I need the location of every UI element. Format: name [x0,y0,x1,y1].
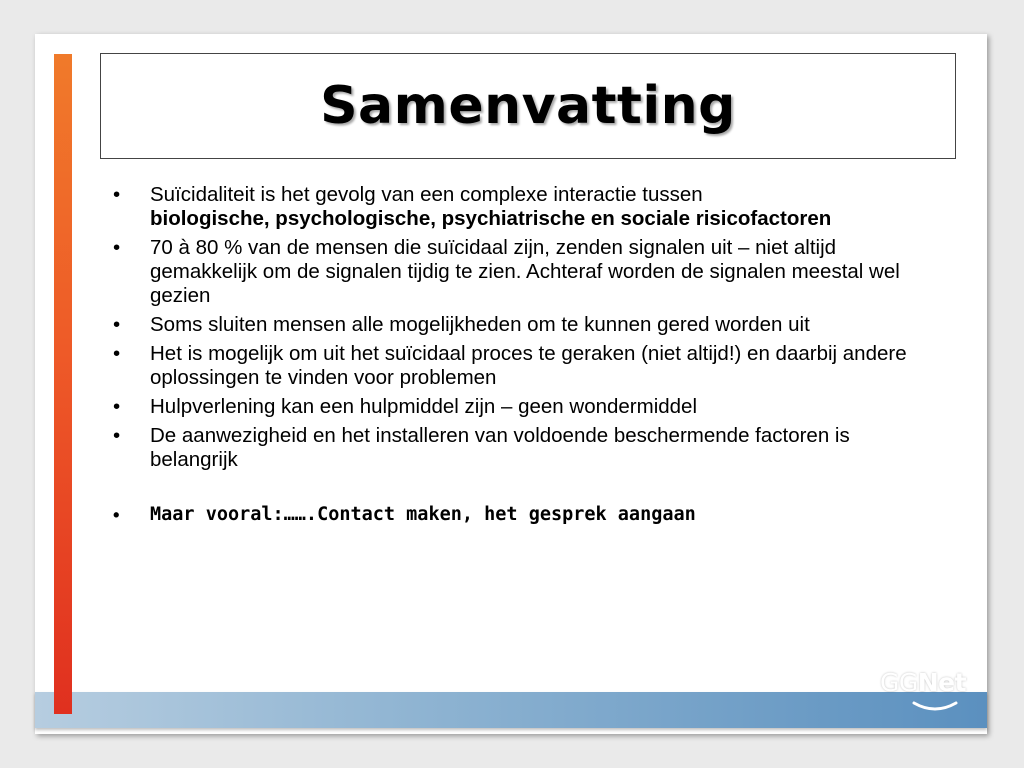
logo-part-net: Net [917,668,967,697]
bullet-text: De aanwezigheid en het installeren van voldoende beschermende factoren is belangrijk [150,424,850,471]
bullet-marker: • [113,183,121,206]
slide-title: Samenvatting [320,76,736,136]
bullet-item-5 [110,395,940,419]
bullet-marker: • [113,424,121,447]
bullet-item-4 [110,342,940,390]
bullet-item-3 [110,313,940,337]
bullet-item-2 [110,236,940,308]
bullet-text: 70 à 80 % van de mensen die suïcidaal zijn, zenden signalen uit – niet altijd gemakkelijk om de signalen tijdig te zien. Achteraf worden de signalen meestal wel gezien [150,236,900,307]
bullet-text: Suïcidaliteit is het gevolg van een complexe interactie tussen [150,183,703,206]
slide-content [110,183,940,527]
bullet-marker: • [113,313,121,336]
bullet-text: Hulpverlening kan een hulpmiddel zijn – geen wondermiddel [150,395,698,418]
ggnet-logo [880,668,975,720]
bullet-marker: • [113,395,121,418]
accent-orange-bar [54,54,72,714]
bullet-list [110,183,940,472]
bullet-marker: • [113,236,121,259]
footer-blue-bar [35,692,987,728]
bullet-item-6 [110,424,940,472]
bullet-item-1 [110,183,940,231]
logo-smile-icon [912,701,958,713]
title-box [100,53,956,159]
bullet-bold-text: biologische, psychologische, psychiatrische en sociale risicofactoren [150,207,832,230]
bullet-text: Het is mogelijk om uit het suïcidaal proces te geraken (niet altijd!) en daarbij andere oplossingen te vinden voor problemen [150,342,907,389]
logo-text [880,668,975,697]
final-bullet [110,503,940,527]
bullet-text: Soms sluiten mensen alle mogelijkheden om te kunnen gered worden uit [150,313,810,336]
bullet-marker: • [113,342,121,365]
final-bullet-text: Maar vooral:…….Contact maken, het gesprek aangaan [150,504,696,525]
bullet-marker: • [113,504,120,525]
logo-part-gg: GG [880,668,918,697]
